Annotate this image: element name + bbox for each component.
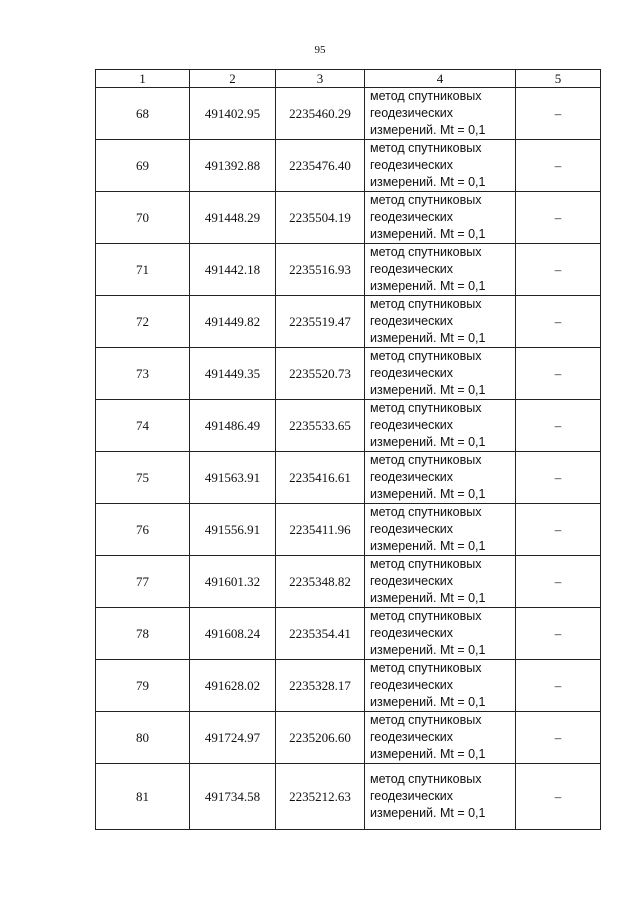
method-text-line: измерений. Mt = 0,1: [370, 175, 486, 189]
table-row: [96, 712, 601, 764]
y-coordinate-cell: 2235212.63: [276, 764, 365, 830]
method-text-line: метод спутниковых: [370, 713, 482, 727]
method-text-line: геодезических: [370, 262, 454, 276]
method-cell: [365, 660, 516, 712]
x-coordinate-cell: 491601.32: [190, 556, 276, 608]
method-text-line: геодезических: [370, 626, 454, 640]
method-cell: [365, 452, 516, 504]
method-text-line: метод спутниковых: [370, 661, 482, 675]
method-cell: [365, 556, 516, 608]
point-number-cell: 69: [96, 140, 190, 192]
method-text-line: метод спутниковых: [370, 453, 482, 467]
method-text-line: измерений. Mt = 0,1: [370, 806, 486, 820]
column-5-cell: –: [516, 88, 601, 140]
column-5-cell: –: [516, 244, 601, 296]
x-coordinate-cell: 491392.88: [190, 140, 276, 192]
method-text-line: геодезических: [370, 730, 454, 744]
method-cell: [365, 88, 516, 140]
coordinates-table: [95, 69, 601, 830]
method-cell: [365, 712, 516, 764]
table-header-row: [96, 70, 601, 88]
table-row: [96, 608, 601, 660]
method-text-line: измерений. Mt = 0,1: [370, 383, 486, 397]
column-5-cell: –: [516, 348, 601, 400]
x-coordinate-cell: 491449.35: [190, 348, 276, 400]
y-coordinate-cell: 2235411.96: [276, 504, 365, 556]
method-text-line: измерений. Mt = 0,1: [370, 123, 486, 137]
method-text-line: измерений. Mt = 0,1: [370, 643, 486, 657]
method-text-line: геодезических: [370, 678, 454, 692]
method-text-line: геодезических: [370, 158, 454, 172]
column-5-cell: –: [516, 712, 601, 764]
method-text-line: измерений. Mt = 0,1: [370, 279, 486, 293]
x-coordinate-cell: 491724.97: [190, 712, 276, 764]
y-coordinate-cell: 2235460.29: [276, 88, 365, 140]
column-5-cell: –: [516, 764, 601, 830]
method-text-line: метод спутниковых: [370, 89, 482, 103]
x-coordinate-cell: 491402.95: [190, 88, 276, 140]
method-text-line: метод спутниковых: [370, 505, 482, 519]
column-5-cell: –: [516, 556, 601, 608]
column-5-cell: –: [516, 452, 601, 504]
method-text-line: метод спутниковых: [370, 141, 482, 155]
y-coordinate-cell: 2235533.65: [276, 400, 365, 452]
table-row: [96, 192, 601, 244]
point-number-cell: 68: [96, 88, 190, 140]
method-cell: [365, 296, 516, 348]
x-coordinate-cell: 491449.82: [190, 296, 276, 348]
column-header-2: 2: [190, 70, 276, 88]
method-text-line: геодезических: [370, 522, 454, 536]
x-coordinate-cell: 491628.02: [190, 660, 276, 712]
table-row: [96, 764, 601, 830]
column-5-cell: –: [516, 192, 601, 244]
column-header-5: 5: [516, 70, 601, 88]
page-number: 95: [314, 44, 326, 56]
method-text-line: метод спутниковых: [370, 297, 482, 311]
point-number-cell: 71: [96, 244, 190, 296]
method-text-line: метод спутниковых: [370, 193, 482, 207]
y-coordinate-cell: 2235516.93: [276, 244, 365, 296]
method-text-line: геодезических: [370, 366, 454, 380]
table-row: [96, 88, 601, 140]
y-coordinate-cell: 2235348.82: [276, 556, 365, 608]
method-text-line: геодезических: [370, 574, 454, 588]
point-number-cell: 79: [96, 660, 190, 712]
y-coordinate-cell: 2235476.40: [276, 140, 365, 192]
method-text-line: метод спутниковых: [370, 401, 482, 415]
x-coordinate-cell: 491442.18: [190, 244, 276, 296]
method-text-line: геодезических: [370, 106, 454, 120]
method-text-line: измерений. Mt = 0,1: [370, 695, 486, 709]
method-text-line: измерений. Mt = 0,1: [370, 539, 486, 553]
method-cell: [365, 140, 516, 192]
y-coordinate-cell: 2235519.47: [276, 296, 365, 348]
x-coordinate-cell: 491556.91: [190, 504, 276, 556]
x-coordinate-cell: 491563.91: [190, 452, 276, 504]
column-5-cell: –: [516, 660, 601, 712]
table-row: [96, 244, 601, 296]
method-text-line: метод спутниковых: [370, 245, 482, 259]
x-coordinate-cell: 491608.24: [190, 608, 276, 660]
method-text-line: измерений. Mt = 0,1: [370, 435, 486, 449]
method-cell: [365, 348, 516, 400]
method-text-line: геодезических: [370, 470, 454, 484]
column-5-cell: –: [516, 504, 601, 556]
point-number-cell: 72: [96, 296, 190, 348]
method-text-line: метод спутниковых: [370, 609, 482, 623]
method-text-line: измерений. Mt = 0,1: [370, 227, 486, 241]
point-number-cell: 76: [96, 504, 190, 556]
y-coordinate-cell: 2235328.17: [276, 660, 365, 712]
method-cell: [365, 400, 516, 452]
method-text-line: измерений. Mt = 0,1: [370, 487, 486, 501]
column-5-cell: –: [516, 400, 601, 452]
method-text-line: метод спутниковых: [370, 557, 482, 571]
method-text-line: измерений. Mt = 0,1: [370, 747, 486, 761]
y-coordinate-cell: 2235206.60: [276, 712, 365, 764]
method-text-line: измерений. Mt = 0,1: [370, 591, 486, 605]
column-5-cell: –: [516, 140, 601, 192]
point-number-cell: 80: [96, 712, 190, 764]
column-header-4: 4: [365, 70, 516, 88]
table-row: [96, 296, 601, 348]
table-row: [96, 348, 601, 400]
x-coordinate-cell: 491734.58: [190, 764, 276, 830]
column-5-cell: –: [516, 296, 601, 348]
method-text-line: геодезических: [370, 789, 454, 803]
y-coordinate-cell: 2235520.73: [276, 348, 365, 400]
method-cell: [365, 244, 516, 296]
table-row: [96, 140, 601, 192]
method-text-line: метод спутниковых: [370, 772, 482, 786]
y-coordinate-cell: 2235354.41: [276, 608, 365, 660]
x-coordinate-cell: 491448.29: [190, 192, 276, 244]
point-number-cell: 70: [96, 192, 190, 244]
method-cell: [365, 764, 516, 830]
method-cell: [365, 192, 516, 244]
y-coordinate-cell: 2235504.19: [276, 192, 365, 244]
method-text-line: геодезических: [370, 210, 454, 224]
method-cell: [365, 608, 516, 660]
point-number-cell: 74: [96, 400, 190, 452]
x-coordinate-cell: 491486.49: [190, 400, 276, 452]
table-row: [96, 556, 601, 608]
point-number-cell: 75: [96, 452, 190, 504]
point-number-cell: 73: [96, 348, 190, 400]
table-row: [96, 452, 601, 504]
method-text-line: геодезических: [370, 314, 454, 328]
point-number-cell: 77: [96, 556, 190, 608]
table-row: [96, 660, 601, 712]
column-5-cell: –: [516, 608, 601, 660]
table-row: [96, 400, 601, 452]
method-text-line: геодезических: [370, 418, 454, 432]
point-number-cell: 78: [96, 608, 190, 660]
method-text-line: метод спутниковых: [370, 349, 482, 363]
point-number-cell: 81: [96, 764, 190, 830]
method-text-line: измерений. Mt = 0,1: [370, 331, 486, 345]
y-coordinate-cell: 2235416.61: [276, 452, 365, 504]
column-header-1: 1: [96, 70, 190, 88]
method-cell: [365, 504, 516, 556]
table-row: [96, 504, 601, 556]
column-header-3: 3: [276, 70, 365, 88]
